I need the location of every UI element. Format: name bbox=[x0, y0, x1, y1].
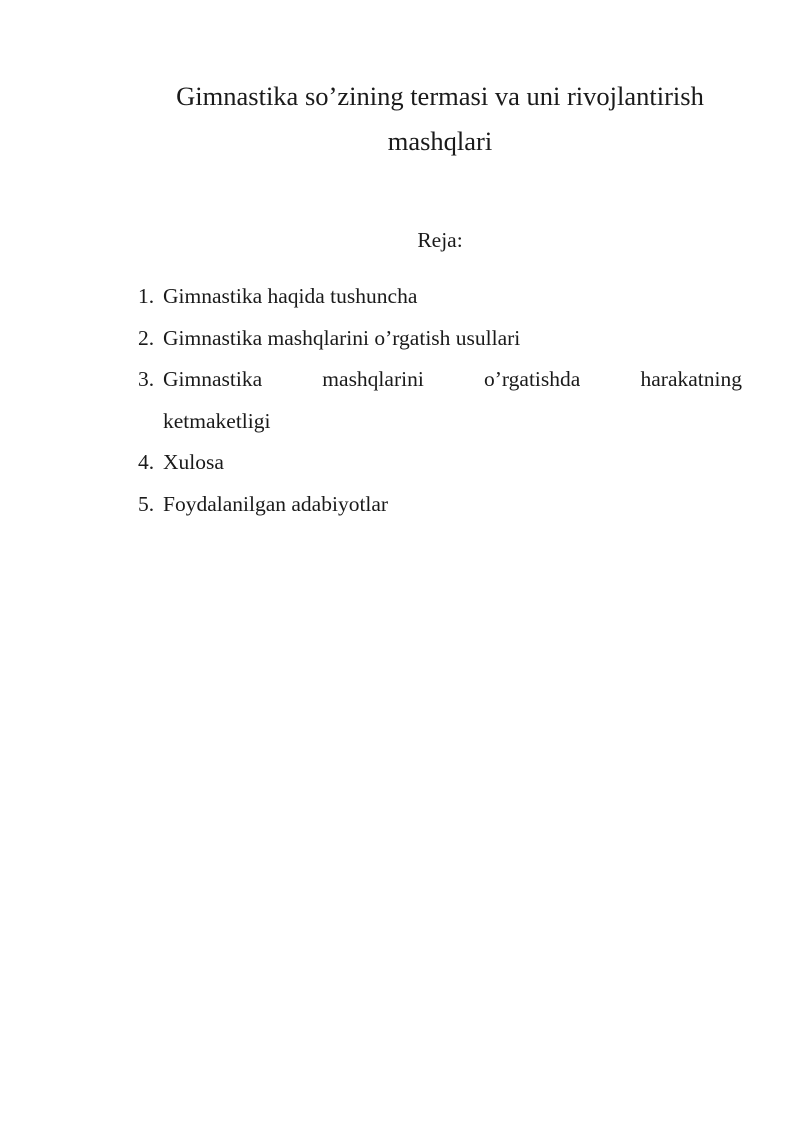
plan-item-text: Gimnastika haqida tushuncha bbox=[163, 284, 418, 308]
plan-item-text: Xulosa bbox=[163, 450, 224, 474]
document-title bbox=[138, 74, 742, 164]
plan-item-4 bbox=[138, 442, 742, 484]
plan-item-number: 5. bbox=[138, 491, 155, 516]
word: Gimnastika bbox=[163, 367, 263, 391]
plan-item-text: Gimnastika mashqlarini o’rgatish usullari bbox=[163, 325, 521, 350]
plan-item-3-first-line bbox=[163, 359, 742, 401]
plan-item-3-continuation: ketmaketligi bbox=[163, 408, 271, 433]
plan-item-number: 3. bbox=[138, 367, 155, 391]
word: harakatning bbox=[640, 367, 742, 391]
plan-item-2 bbox=[138, 318, 742, 360]
word: mashqlarini bbox=[322, 367, 424, 391]
plan-item-number: 2. bbox=[138, 325, 155, 350]
plan-item-number: 4. bbox=[138, 450, 155, 474]
title-line-2: mashqlari bbox=[387, 126, 493, 156]
plan-list bbox=[138, 276, 742, 525]
plan-heading: Reja: bbox=[417, 228, 463, 252]
plan-item-3 bbox=[138, 359, 742, 442]
plan-item-5 bbox=[138, 484, 742, 526]
plan-item-text bbox=[163, 359, 742, 442]
title-line-1: Gimnastika so’zining termasi va uni rivojlantirish bbox=[176, 81, 704, 111]
plan-item-number: 1. bbox=[138, 284, 155, 308]
plan-item-text: Foydalanilgan adabiyotlar bbox=[163, 491, 389, 516]
plan-item-1 bbox=[138, 276, 742, 318]
word: o’rgatishda bbox=[483, 367, 581, 391]
